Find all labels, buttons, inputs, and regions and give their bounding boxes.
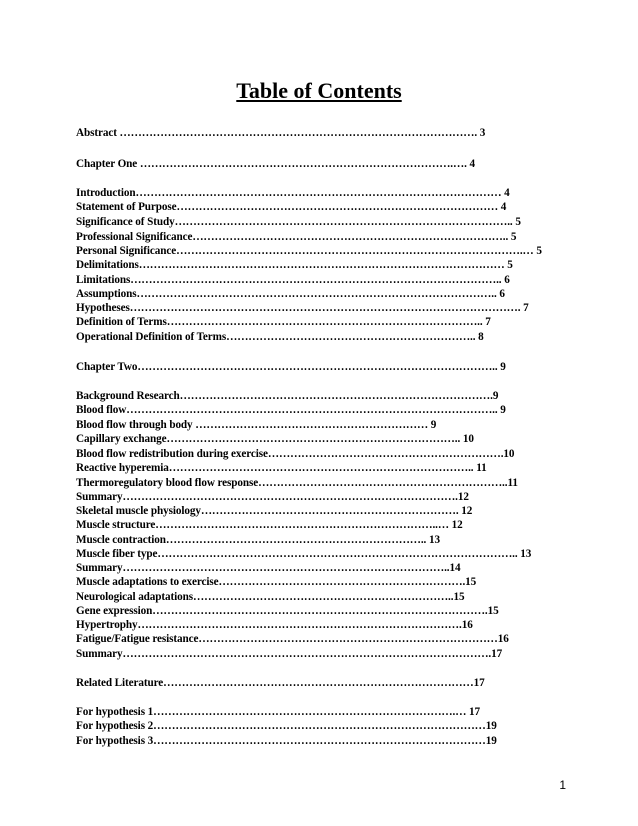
toc-entry: Muscle adaptations to exercise………………………………………………………….15 — [76, 576, 477, 588]
toc-entry: Summary……………………………………………………………………………….12 — [76, 491, 469, 503]
toc-entry: Background Research………………………………………………………………………….9 — [76, 390, 499, 402]
toc-entry: Gene expression……………………………………………………………………………….15 — [76, 605, 499, 617]
toc-entry: Introduction……………………………………………………………………………………… 4 — [76, 187, 510, 199]
toc-entry: For hypothesis 1……………………………………………………………………….… 17 — [76, 706, 480, 718]
toc-entry: Summary……………………………………………………………………………..14 — [76, 562, 461, 574]
toc-entry: For hypothesis 3………………………………………………………………………………19 — [76, 735, 497, 747]
toc-entry: Blood flow……………………………………………………………………………………….. 9 — [76, 404, 506, 416]
toc-entry: Fatigue/Fatigue resistance………………………………………………………………………16 — [76, 633, 509, 645]
toc-entry: Significance of Study……………………………………………………………………………….. 5 — [76, 216, 521, 228]
toc-entry: Delimitations……………………………………………………………………………………… 5 — [76, 259, 513, 271]
toc-entry: Skeletal muscle physiology……………………………………………………………. 12 — [76, 505, 473, 517]
toc-entry: Capillary exchange…………………………………………………………………….. 10 — [76, 433, 474, 445]
toc-entry: For hypothesis 2………………………………………………………………………………19 — [76, 720, 497, 732]
toc-entry: Hypertrophy…………………………………………………………………………….16 — [76, 619, 473, 631]
toc-entry: Abstract ……………………………………………………………………………………. 3 — [76, 127, 486, 139]
toc-entry: Summary……………………………………………………………………………………….17 — [76, 648, 503, 660]
toc-entry: Assumptions…………………………………………………………………………………….. 6 — [76, 288, 505, 300]
toc-entry: Statement of Purpose…………………………………………………………………………… 4 — [76, 201, 507, 213]
toc-entry: Muscle structure…………………………………………………………………..… 12 — [76, 519, 463, 531]
toc-entry: Chapter One ………………………………………………………………………….…. 4 — [76, 158, 475, 170]
page-title: Table of Contents — [236, 78, 402, 103]
toc-entry: Related Literature…………………………………………………………………………17 — [76, 677, 485, 689]
toc-entry: Muscle contraction…………………………………………………………….. 13 — [76, 534, 440, 546]
toc-entry: Definition of Terms………………………………………………………………………….. 7 — [76, 316, 491, 328]
toc-entry: Neurological adaptations……………………………………………………………..15 — [76, 591, 465, 603]
page-number: 1 — [559, 778, 566, 792]
toc-entry: Thermoregulatory blood flow response…………………………………………………………..11 — [76, 477, 518, 489]
toc-entry: Chapter Two…………………………………………………………………………………….. 9 — [76, 361, 506, 373]
toc-entry: Reactive hyperemia……………………………………………………………………….. 11 — [76, 462, 487, 474]
toc-entry: Limitations……………………………………………………………………………………….. 6 — [76, 274, 510, 286]
toc-entry: Blood flow through body ……………………………………………………… 9 — [76, 419, 437, 431]
toc-entry: Blood flow redistribution during exercise……………………………………………………….10 — [76, 448, 515, 460]
toc-entry: Muscle fiber type…………………………………………………………………………………….. 13 — [76, 548, 532, 560]
toc-entry: Hypotheses……………………………………………………………………………………………. 7 — [76, 302, 529, 314]
toc-entry: Operational Definition of Terms………………………………………………………….. 8 — [76, 331, 484, 343]
toc-entry: Professional Significance………………………………………………………………………….. 5 — [76, 231, 517, 243]
toc-entry: Personal Significance………………………………………………………………………………….… 5 — [76, 245, 542, 257]
